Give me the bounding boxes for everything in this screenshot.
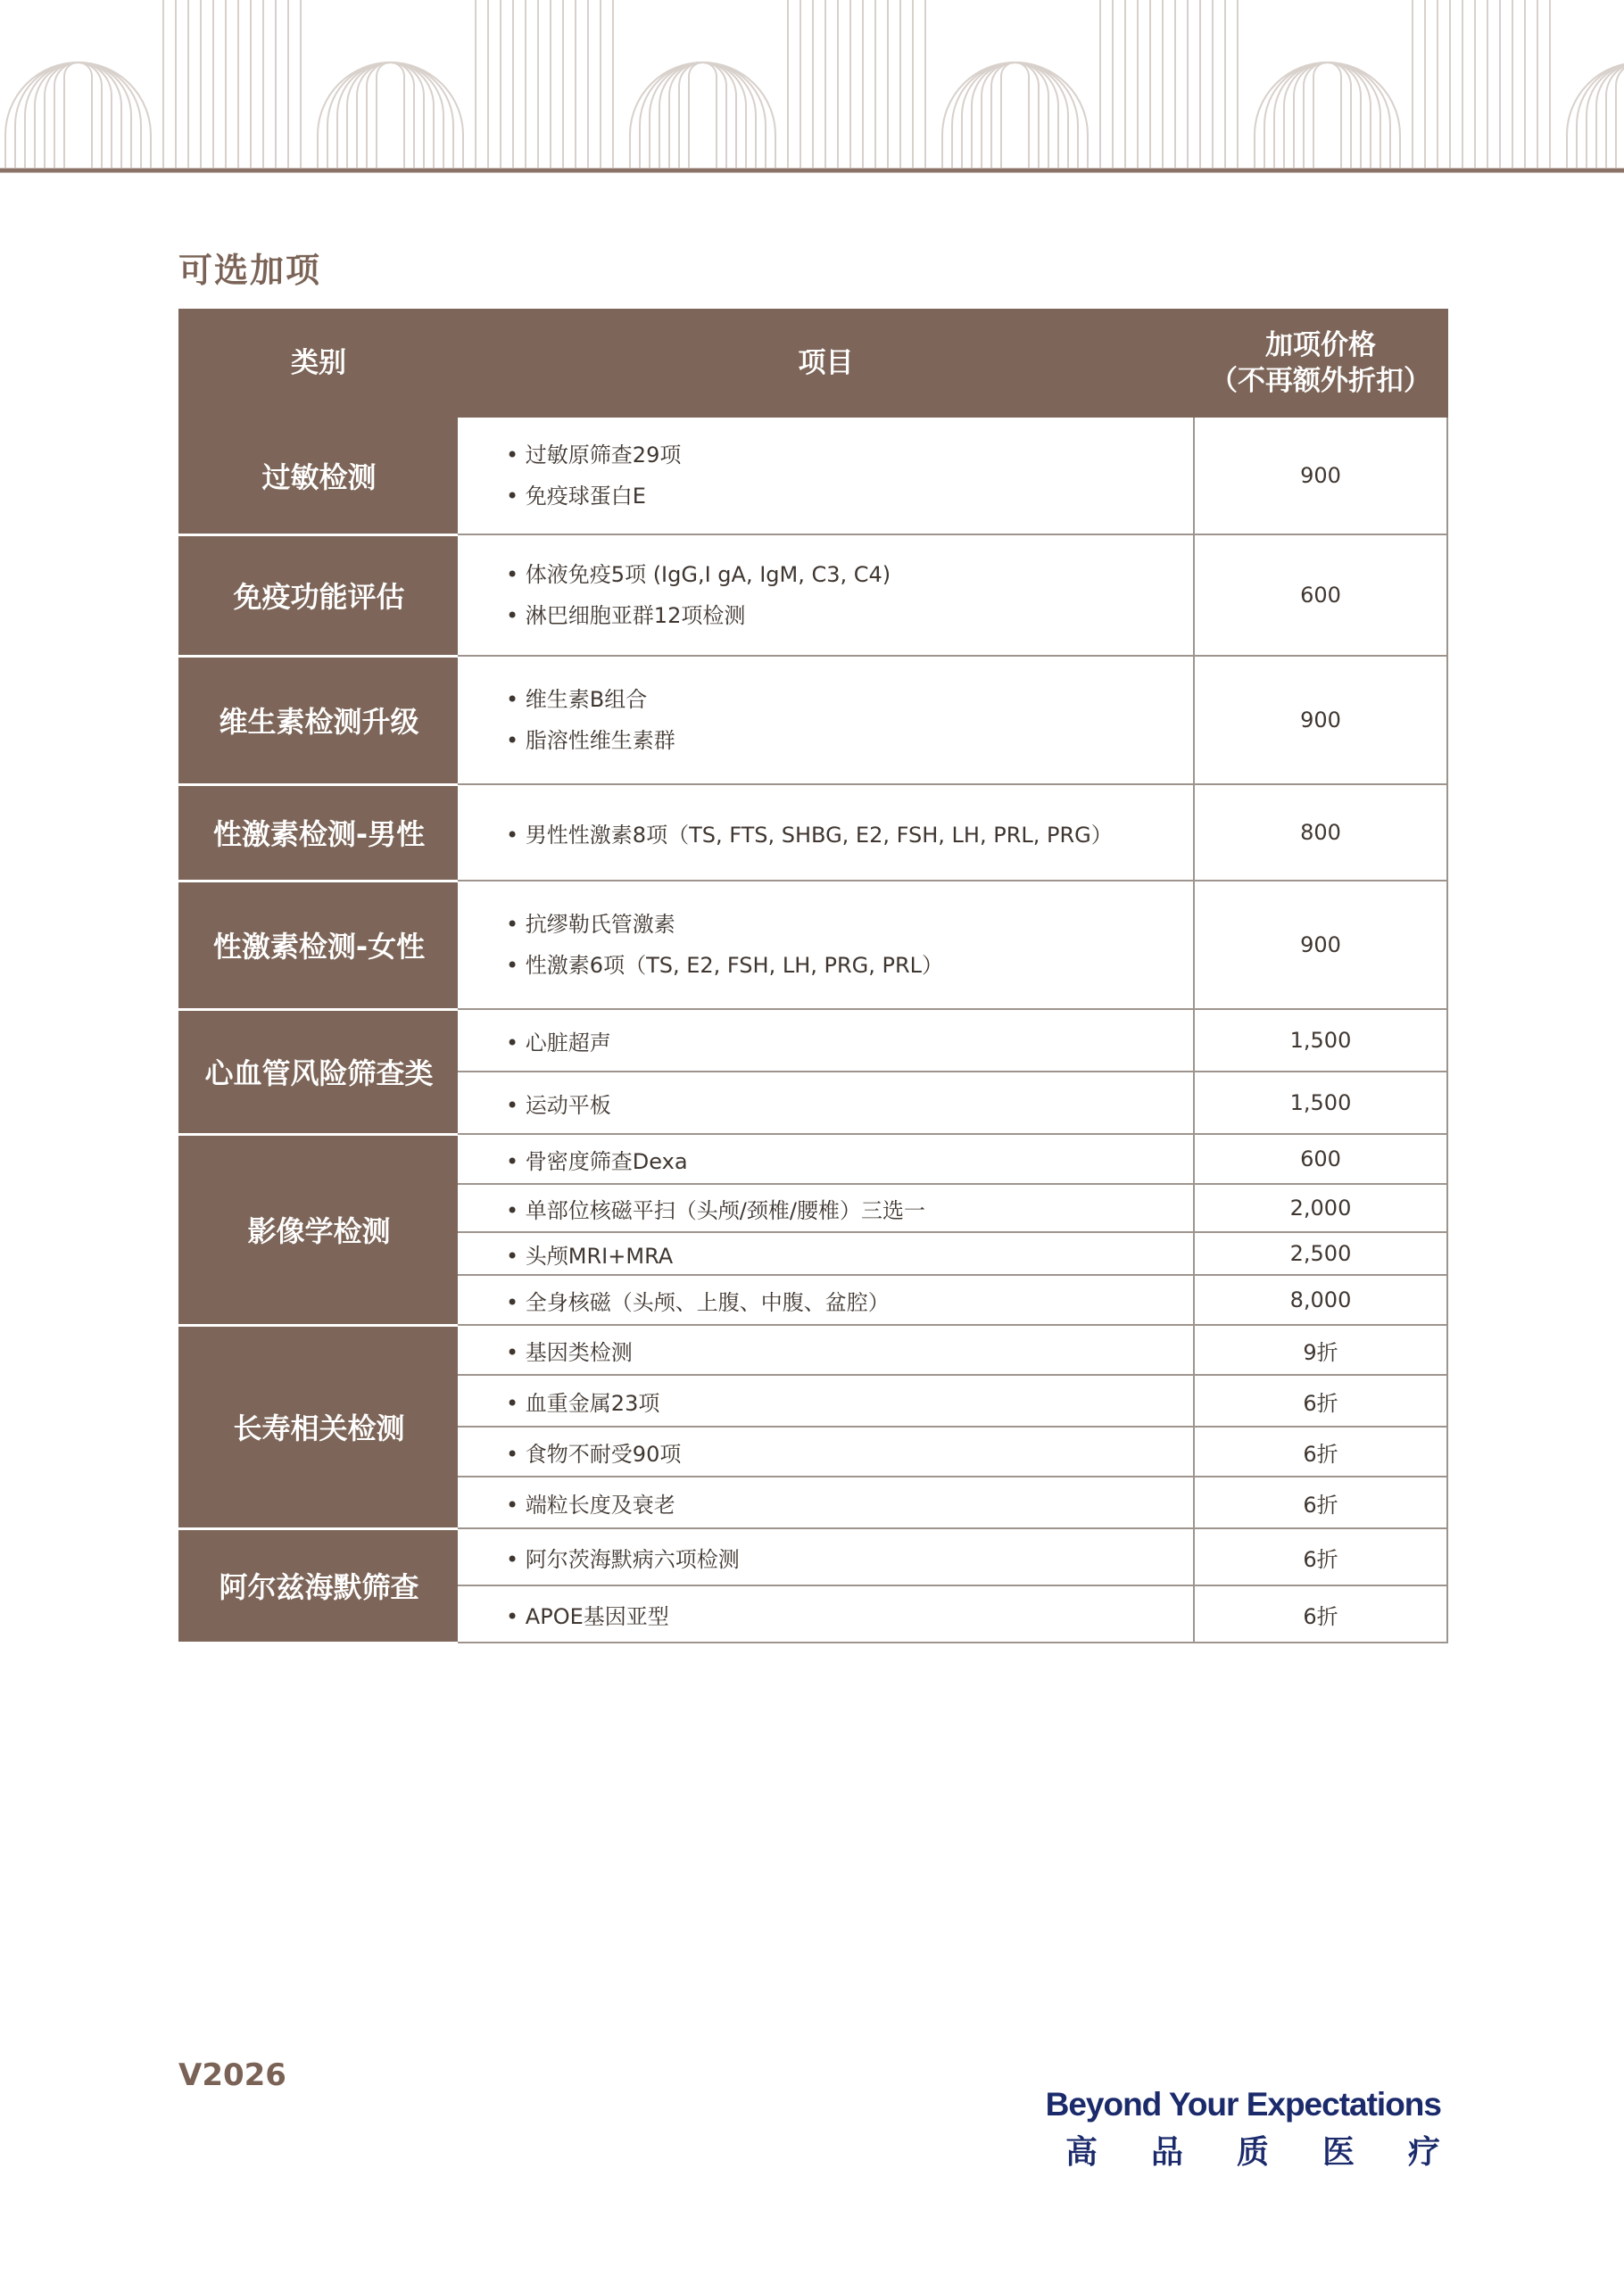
item-cell xyxy=(458,1134,1194,1184)
arch-line xyxy=(1255,62,1400,168)
table-row xyxy=(179,656,1447,784)
arch-line xyxy=(1284,62,1371,168)
price-cell: 900 xyxy=(1194,881,1447,1009)
item-text: • 淋巴细胞亚群12项检测 xyxy=(506,595,1193,636)
category-cell: 免疫功能评估 xyxy=(179,534,458,656)
category-cell: 性激素检测-女性 xyxy=(179,881,458,1009)
item-text: • 端粒长度及衰老 xyxy=(506,1493,675,1518)
arch-line xyxy=(1001,62,1029,168)
category-cell: 性激素检测-男性 xyxy=(179,784,458,881)
item-text: • 脂溶性维生素群 xyxy=(506,720,1193,761)
header-category: 类别 xyxy=(179,310,458,417)
header-price-note: （不再额外折扣） xyxy=(1210,365,1431,397)
version-label: V2026 xyxy=(178,2057,286,2093)
price-cell: 900 xyxy=(1194,656,1447,784)
arch-line xyxy=(64,62,92,168)
item-cell xyxy=(458,1477,1194,1528)
item-text: • 心脏超声 xyxy=(506,1030,611,1055)
arch-line xyxy=(991,62,1039,168)
arch-line xyxy=(689,62,717,168)
arch-line xyxy=(347,62,434,168)
section-title: 可选加项 xyxy=(178,251,322,290)
item-cell xyxy=(458,1427,1194,1477)
arch-line xyxy=(1304,62,1351,168)
price-cell: 6折 xyxy=(1194,1585,1447,1643)
item-text: • 骨密度筛查Dexa xyxy=(506,1149,688,1174)
header-item: 项目 xyxy=(458,310,1194,417)
category-cell: 维生素检测升级 xyxy=(179,656,458,784)
arch-line xyxy=(962,62,1068,168)
arch-line xyxy=(1313,62,1341,168)
item-cell xyxy=(458,1009,1194,1072)
price-cell: 6折 xyxy=(1194,1375,1447,1427)
table-row xyxy=(179,1325,1447,1375)
arch-line xyxy=(25,62,131,168)
category-cell: 过敏检测 xyxy=(179,417,458,534)
price-cell: 9折 xyxy=(1194,1325,1447,1375)
brand-slogan: Beyond Your Expectations xyxy=(1045,2086,1441,2123)
item-cell xyxy=(458,1528,1194,1585)
item-text: • 体液免疫5项 (IgG,I gA, IgM, C3, C4) xyxy=(506,554,1193,595)
item-text: • 单部位核磁平扫（头颅/颈椎/腰椎）三选一 xyxy=(506,1198,925,1223)
item-cell xyxy=(458,784,1194,881)
item-cell xyxy=(458,1072,1194,1134)
addons-price-table xyxy=(178,309,1448,1644)
table-row xyxy=(179,881,1447,1009)
item-cell xyxy=(458,1184,1194,1232)
item-cell xyxy=(458,417,1194,534)
item-text: • APOE基因亚型 xyxy=(506,1604,669,1629)
arch-line xyxy=(318,62,463,168)
price-cell: 900 xyxy=(1194,417,1447,534)
price-cell: 600 xyxy=(1194,534,1447,656)
price-cell: 600 xyxy=(1194,1134,1447,1184)
arch-line xyxy=(630,62,775,168)
item-text: • 性激素6项（TS, E2, FSH, LH, PRG, PRL） xyxy=(506,945,1193,986)
price-cell: 6折 xyxy=(1194,1427,1447,1477)
item-text: • 食物不耐受90项 xyxy=(506,1442,681,1467)
table-header-row xyxy=(179,310,1447,417)
item-cell xyxy=(458,1325,1194,1375)
category-cell: 长寿相关检测 xyxy=(179,1325,458,1528)
arch-line xyxy=(972,62,1058,168)
table-row xyxy=(179,1134,1447,1184)
arch-line xyxy=(35,62,121,168)
arch-line xyxy=(679,62,726,168)
table-row xyxy=(179,1009,1447,1072)
brand-char: 品 xyxy=(1150,2134,1183,2171)
item-text: • 头颅MRI+MRA xyxy=(506,1244,673,1269)
brand-char: 疗 xyxy=(1407,2134,1440,2171)
header-price xyxy=(1194,310,1447,417)
arch-line xyxy=(377,62,404,168)
price-cell: 2,000 xyxy=(1194,1184,1447,1232)
item-text: • 血重金属23项 xyxy=(506,1391,659,1416)
price-cell: 1,500 xyxy=(1194,1072,1447,1134)
decorative-arch-pattern xyxy=(0,0,1624,175)
item-text: • 抗缪勒氏管激素 xyxy=(506,904,1193,945)
arch-line xyxy=(367,62,414,168)
item-cell xyxy=(458,1275,1194,1325)
table-row xyxy=(179,784,1447,881)
item-text: • 维生素B组合 xyxy=(506,679,1193,720)
arch-line xyxy=(1616,62,1624,168)
arch-line xyxy=(337,62,443,168)
table-row xyxy=(179,534,1447,656)
price-cell: 6折 xyxy=(1194,1477,1447,1528)
arch-line xyxy=(5,62,151,168)
category-cell: 影像学检测 xyxy=(179,1134,458,1325)
arch-line xyxy=(1274,62,1380,168)
arch-line xyxy=(54,62,102,168)
item-cell xyxy=(458,1585,1194,1643)
item-text: • 免疫球蛋白E xyxy=(506,476,1193,517)
brand-char: 医 xyxy=(1322,2134,1355,2171)
category-cell: 心血管风险筛查类 xyxy=(179,1009,458,1134)
item-text: • 男性性激素8项（TS, FTS, SHBG, E2, FSH, LH, PRL, PRG） xyxy=(506,823,1113,848)
item-cell xyxy=(458,1232,1194,1275)
item-text: • 运动平板 xyxy=(506,1093,611,1118)
price-cell: 8,000 xyxy=(1194,1275,1447,1325)
price-cell: 2,500 xyxy=(1194,1232,1447,1275)
brand-slogan-chinese xyxy=(1065,2127,1440,2173)
item-text: • 全身核磁（头颅、上腹、中腹、盆腔） xyxy=(506,1290,890,1315)
header-price-label: 加项价格 xyxy=(1265,328,1376,361)
item-text: • 基因类检测 xyxy=(506,1340,633,1365)
price-cell: 800 xyxy=(1194,784,1447,881)
category-cell: 阿尔兹海默筛查 xyxy=(179,1528,458,1643)
arch-line xyxy=(942,62,1088,168)
price-cell: 6折 xyxy=(1194,1528,1447,1585)
item-text: • 阿尔茨海默病六项检测 xyxy=(506,1547,740,1572)
table-row xyxy=(179,1528,1447,1585)
price-cell: 1,500 xyxy=(1194,1009,1447,1072)
arch-line xyxy=(650,62,756,168)
table-row xyxy=(179,417,1447,534)
arch-line xyxy=(659,62,746,168)
brand-char: 质 xyxy=(1236,2134,1269,2171)
item-text: • 过敏原筛查29项 xyxy=(506,435,1193,476)
item-cell xyxy=(458,881,1194,1009)
item-cell xyxy=(458,656,1194,784)
item-cell xyxy=(458,1375,1194,1427)
item-cell xyxy=(458,534,1194,656)
brand-char: 高 xyxy=(1065,2134,1098,2171)
